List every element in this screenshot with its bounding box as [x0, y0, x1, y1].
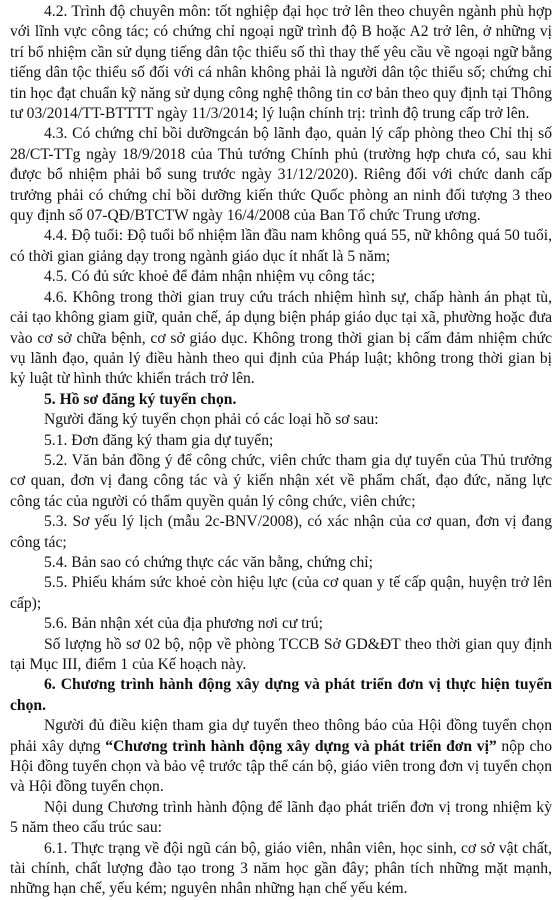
paragraph-5-intro: Người đăng ký tuyển chọn phải có các loại hồ sơ sau: [44, 411, 379, 429]
paragraph-6-intro-end: nộp cho Hội đồng tuyển chọn và bảo vệ trước tập thể cán bộ, giáo viên trong đơn vị tuyển chọn và Hội đồng tuyển chọn. [10, 737, 552, 796]
paragraph-5-count: Số lượng hồ sơ 02 bộ, nộp về phòng TCCB Sở GD&ĐT theo thời gian quy định tại Mục III, điểm 1 của Kế hoạch này. [10, 635, 552, 673]
paragraph-6-content: Nội dung Chương trình hành động để lãnh đạo phát triển đơn vị trong nhiệm kỳ 5 năm theo cấu trúc sau: [10, 798, 552, 837]
paragraph-6-intro-start: Người đủ điều kiện tham gia dự tuyển theo thông báo của Hội đồng tuyển chọn phải xây dựng [10, 717, 552, 755]
paragraph-5-2: 5.2. Văn bản đồng ý để công chức, viên chức tham gia dự tuyển của Thủ trưởng cơ quan, đơn vị đang công tác và ý kiến nhận xét về phẩm chất, đạo đức, năng lực công tác của người có thẩm quyền quản lý công chức, viên chức; [10, 451, 552, 510]
paragraph-4-6: 4.6. Không trong thời gian truy cứu trách nhiệm hình sự, chấp hành án phạt tù, cải tạo không giam giữ, quản chế, áp dụng biện pháp giáo dục tại xã, phường hoặc đưa vào cơ sở chữa bệnh, cơ sở giáo dục. Không trong thời gian bị cấm đảm nhiệm chức vụ lãnh đạo, quản lý điều hành theo qui định của Pháp luật; không trong thời gian bị kỷ luật từ hình thức khiển trách trở lên. [10, 288, 552, 388]
paragraph-4-2: 4.2. Trình độ chuyên môn: tốt nghiệp đại học trở lên theo chuyên ngành phù hợp với lĩnh vực công tác; có chứng chỉ ngoại ngữ trình độ B hoặc A2 trở lên, ở những vị trí bổ nhiệm cần sử dụng tiếng dân tộc thiểu số thì thay thế yêu cầu về ngoại ngữ bằng tiếng dân tộc thiểu số đối với cá nhân không phải là người dân tộc thiểu số; chứng chỉ tin học đạt chuẩn kỹ năng sử dụng công nghệ thông tin cơ bản theo quy định tại Thông tư 03/2014/TT-BTTTT ngày 11/3/2014; lý luận chính trị: trình độ trung cấp trở lên. [10, 3, 552, 123]
paragraph-4-4: 4.4. Độ tuổi: Độ tuổi bổ nhiệm lần đầu nam không quá 55, nữ không quá 50 tuổi, có thời gian giảng dạy trong ngành giáo dục ít nhất là 5 năm; [10, 227, 552, 265]
section-heading-5: 5. Hồ sơ đăng ký tuyển chọn. [44, 390, 237, 408]
paragraph-4-3: 4.3. Có chứng chỉ bồi dưỡngcán bộ lãnh đạo, quản lý cấp phòng theo Chỉ thị số 28/CT-TTg ngày 18/9/2018 của Thủ tướng Chính phủ (trường hợp chưa có, sau khi được bổ nhiệm phải bổ sung trước ngày 31/12/2020). Riêng đối với chức danh cấp trưởng phải có chứng chỉ bồi dưỡng kiến thức Quốc phòng an ninh đối tượng 3 theo quy định số 07-QĐ/BTCTW ngày 16/4/2008 của Ban Tổ chức Trung ương. [10, 125, 552, 225]
paragraph-5-3: 5.3. Sơ yếu lý lịch (mẫu 2c-BNV/2008), có xác nhận của cơ quan, đơn vị đang công tác; [10, 513, 552, 551]
section-heading-6: 6. Chương trình hành động xây dựng và phát triển đơn vị thực hiện tuyển chọn. [10, 676, 552, 714]
paragraph-4-5: 4.5. Có đủ sức khoẻ để đảm nhận nhiệm vụ công tác; [44, 268, 376, 286]
paragraph-6-intro [10, 716, 552, 798]
paragraph-6-1: 6.1. Thực trạng về đội ngũ cán bộ, giáo viên, nhân viên, học sinh, cơ sở vật chất, tài chính, chất lượng đào tạo trong 3 năm học gần đây; phân tích những mặt mạnh, những hạn chế, yếu kém; nguyên nhân những hạn chế yếu kém. [10, 839, 552, 898]
paragraph-5-4: 5.4. Bản sao có chứng thực các văn bằng, chứng chỉ; [44, 553, 373, 571]
program-title-quote: “Chương trình hành động xây dựng và phát triển đơn vị” [105, 737, 497, 755]
paragraph-5-5: 5.5. Phiếu khám sức khoẻ còn hiệu lực (của cơ quan y tế cấp quận, huyện trở lên cấp); [10, 574, 552, 612]
paragraph-5-6: 5.6. Bản nhận xét của địa phương nơi cư trú; [44, 615, 323, 633]
paragraph-5-1: 5.1. Đơn đăng ký tham gia dự tuyển; [44, 431, 274, 449]
